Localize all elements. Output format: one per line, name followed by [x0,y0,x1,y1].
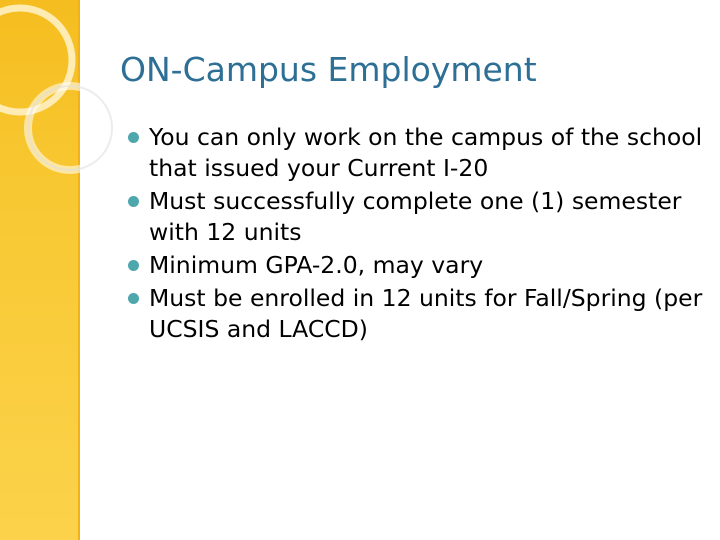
bullet-item [128,186,708,248]
bullet-dot-icon [128,260,139,271]
bullet-text: Minimum GPA-2.0, may vary [149,251,484,279]
bullet-item [128,283,708,345]
bullet-item [128,122,708,184]
slide-title: ON-Campus Employment [120,50,537,89]
decorative-rings [0,0,130,260]
bullet-dot-icon [128,132,139,143]
bullet-text: Must be enrolled in 12 units for Fall/Spring (per UCSIS and LACCD) [149,284,703,343]
small-ring-inner-icon [28,86,112,170]
bullet-list [128,122,708,347]
large-ring-icon [0,8,72,112]
bullet-text: Must successfully complete one (1) semester with 12 units [149,187,682,246]
bullet-dot-icon [128,196,139,207]
bullet-item [128,250,708,281]
bullet-dot-icon [128,293,139,304]
bullet-text: You can only work on the campus of the school that issued your Current I-20 [149,123,703,182]
